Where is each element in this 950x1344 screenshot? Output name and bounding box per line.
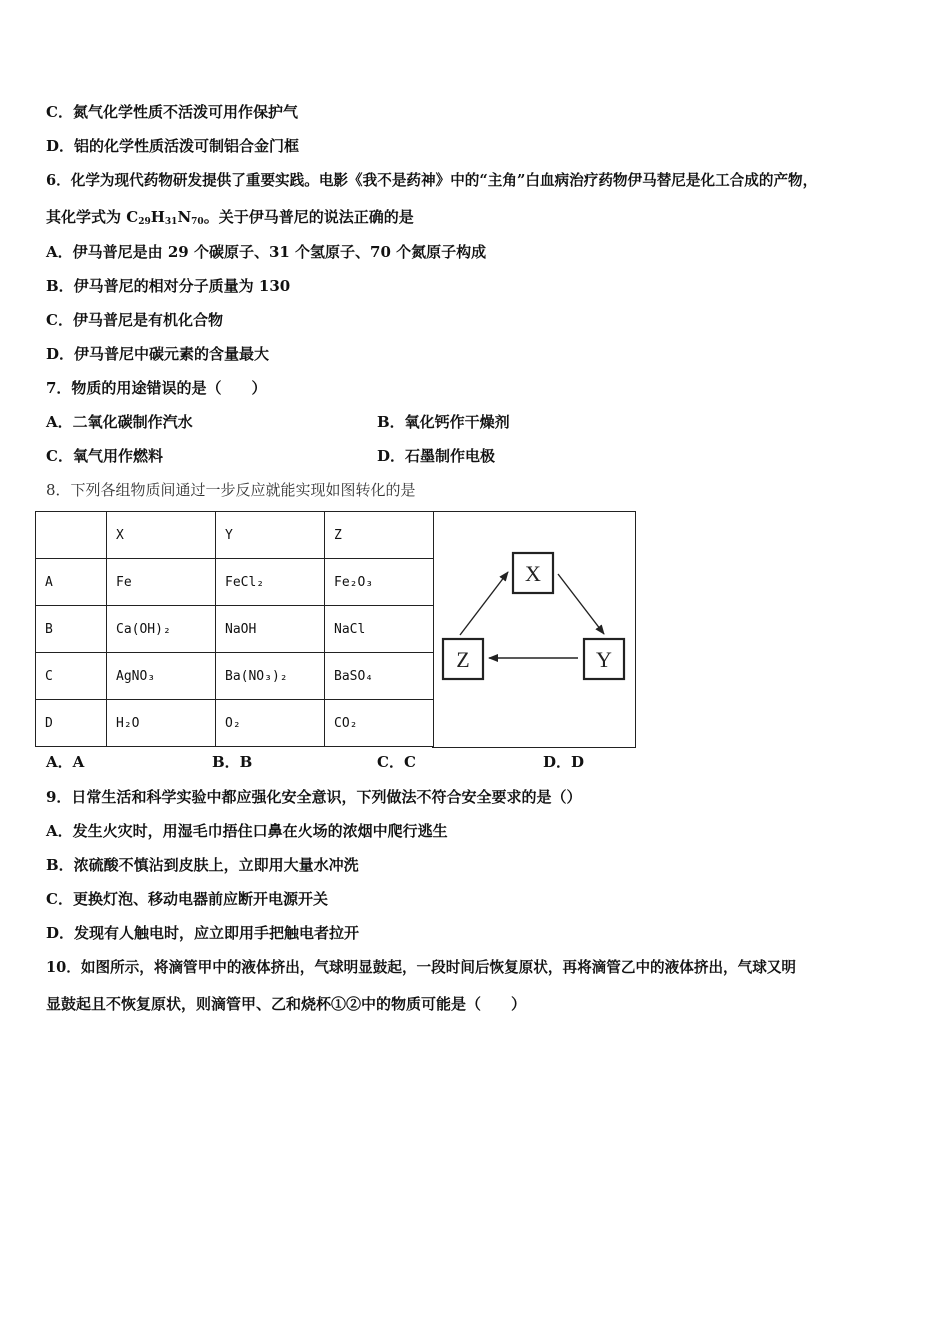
q6-option-a: A．伊马普尼是由 29 个碳原子、31 个氢原子、70 个氮原子构成 [46,243,487,261]
q6-stem-line2: 其化学式为 $C_{29}H_{31}N_{70}$。关于伊马普尼的说法正确的是 [46,208,414,227]
arrow-x-to-y [558,574,604,634]
q10-stem-line1: 10．如图所示，将滴管甲中的液体挤出，气球明显鼓起，一段时间后恢复原状，再将滴管乙中的液体挤出，气球又明 [46,959,797,976]
table-cell: H₂O [107,700,216,747]
q7-option-a: A．二氧化碳制作汽水 [46,413,193,431]
q6-formula: $C_{29}H_{31}N_{70}$ [126,208,204,227]
table-header-cell: Z [325,512,434,559]
q5-option-c: C．氮气化学性质不活泼可用作保护气 [46,103,298,121]
q8-answer-b: B．B [212,753,253,771]
q8-answer-d: D．D [543,753,585,771]
q8-answer-a: A．A [46,753,85,771]
table-cell: FeCl₂ [216,559,325,606]
table-cell: Ba(NO₃)₂ [216,653,325,700]
table-row [36,606,434,653]
conversion-diagram-svg [432,512,636,749]
q6-stem-line1: 6．化学为现代药物研发提供了重要实践。电影《我不是药神》中的“主角”白血病治疗药物伊马替尼是化工合成的产物， [46,172,818,189]
q10-stem-line2: 显鼓起且不恢复原状，则滴管甲、乙和烧杯①②中的物质可能是（ ） [46,995,527,1013]
q7-option-c: C．氧气用作燃料 [46,447,163,465]
table-cell: O₂ [216,700,325,747]
q5-option-d: D．铝的化学性质活泼可制铝合金门框 [46,137,300,155]
table-row [36,559,434,606]
table-cell: NaOH [216,606,325,653]
table-header-cell: Y [216,512,325,559]
q6-option-b: B．伊马普尼的相对分子质量为 130 [46,277,291,295]
table-cell: BaSO₄ [325,653,434,700]
q8-conversion-diagram [432,511,636,748]
node-z-label: Z [456,647,470,672]
q8-table [35,511,434,747]
table-cell: D [36,700,107,747]
table-row [36,700,434,747]
q8-answer-c: C．C [377,753,416,771]
q9-option-d: D．发现有人触电时，应立即用手把触电者拉开 [46,924,360,942]
table-cell: C [36,653,107,700]
q7-stem: 7．物质的用途错误的是（ ） [46,379,267,397]
table-header-cell: X [107,512,216,559]
table-cell: CO₂ [325,700,434,747]
q7-option-b: B．氧化钙作干燥剂 [377,413,510,431]
table-row [36,653,434,700]
q9-option-b: B．浓硫酸不慎沾到皮肤上，立即用大量水冲洗 [46,856,359,874]
table-header-cell [36,512,107,559]
table-cell: B [36,606,107,653]
arrow-z-to-x [460,572,508,635]
table-cell: NaCl [325,606,434,653]
table-cell: Fe₂O₃ [325,559,434,606]
q7-option-d: D．石墨制作电极 [377,447,496,465]
q8-stem: 8．下列各组物质间通过一步反应就能实现如图转化的是 [46,481,416,499]
node-y-label: Y [596,647,612,672]
node-x-label: X [525,561,541,586]
table-cell: Fe [107,559,216,606]
table-cell: A [36,559,107,606]
q9-option-c: C．更换灯泡、移动电器前应断开电源开关 [46,890,328,908]
q9-stem: 9．日常生活和科学实验中都应强化安全意识，下列做法不符合安全要求的是（） [46,788,582,806]
table-cell: AgNO₃ [107,653,216,700]
q9-option-a: A．发生火灾时，用湿毛巾捂住口鼻在火场的浓烟中爬行逃生 [46,822,448,840]
table-header-row [36,512,434,559]
q6-option-c: C．伊马普尼是有机化合物 [46,311,223,329]
table-cell: Ca(OH)₂ [107,606,216,653]
q6-option-d: D．伊马普尼中碳元素的含量最大 [46,345,270,363]
